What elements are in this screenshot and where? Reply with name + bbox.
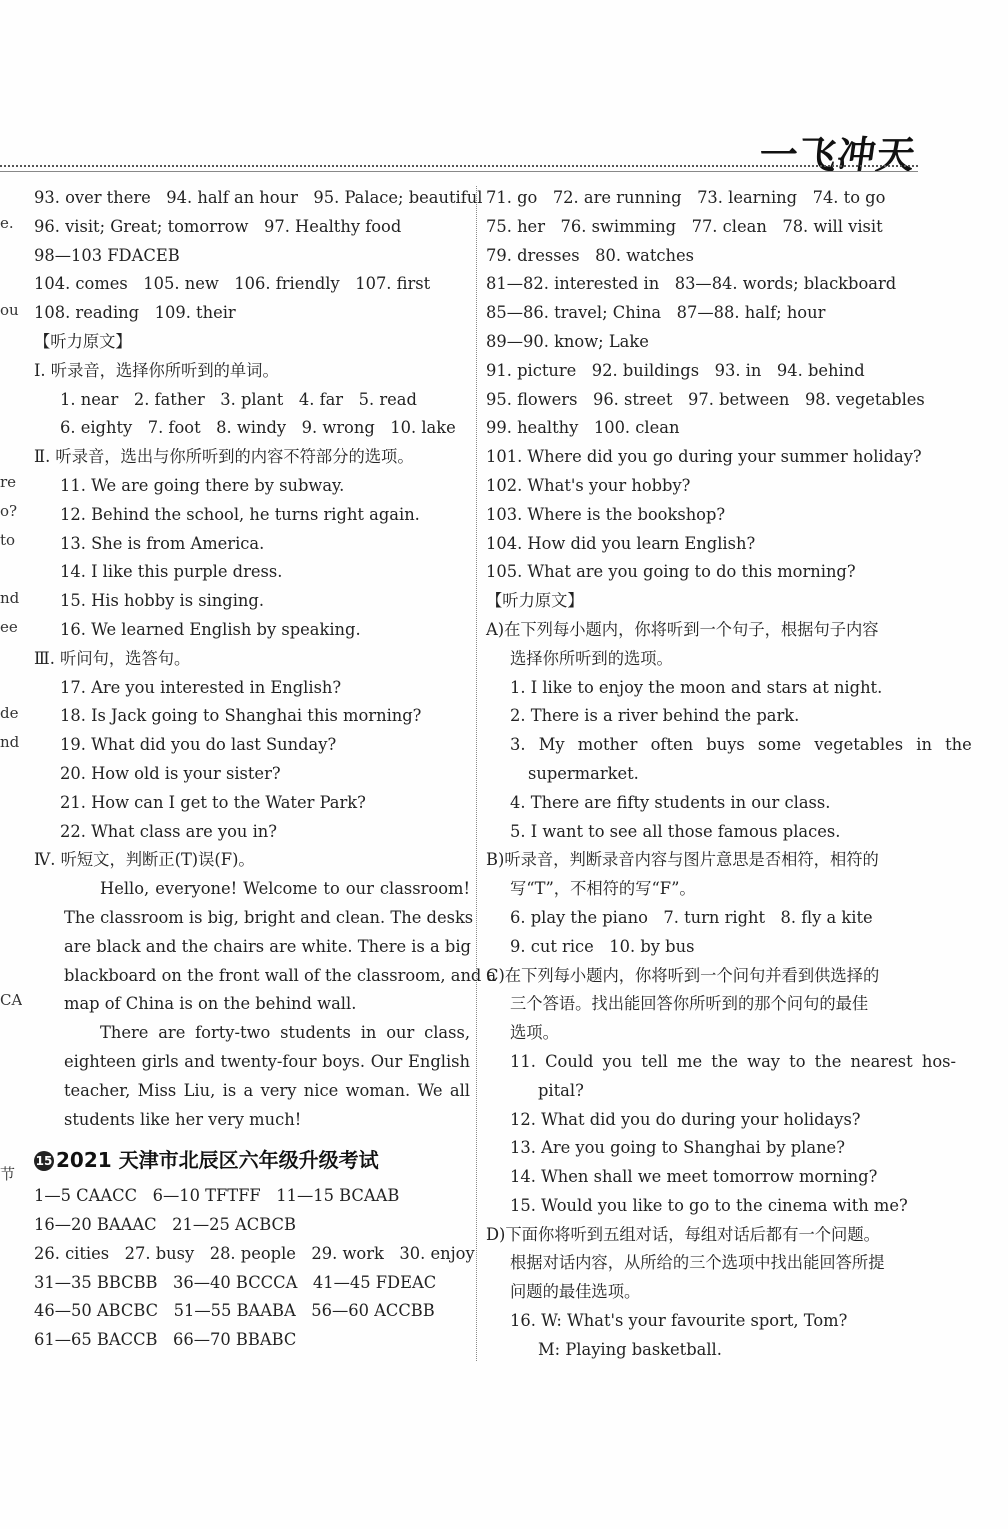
passage-line: eighteen girls and twenty-four boys. Our English (64, 1051, 470, 1071)
section-instruction: 根据对话内容，从所给的三个选项中找出能回答所提 (510, 1253, 885, 1273)
listening-script-heading: 【听力原文】 (34, 331, 132, 351)
list-item: 11. We are going there by subway. (60, 475, 345, 495)
passage-line: are black and the chairs are white. There is a big (64, 936, 471, 956)
answer-line: 101. Where did you go during your summer holiday? (486, 447, 922, 467)
edge-fragment: to (0, 531, 16, 549)
exam-section-heading (34, 1138, 470, 1182)
list-item: 6. eighty 7. foot 8. windy 9. wrong 10. lake (60, 418, 456, 438)
answer-line: 91. picture 92. buildings 93. in 94. behind (486, 360, 865, 380)
section-instruction: 选择你所听到的选项。 (510, 648, 673, 668)
edge-fragment: re (0, 473, 17, 491)
right-column (486, 184, 972, 1365)
list-item: 5. I want to see all those famous places. (510, 821, 841, 841)
list-item: 13. She is from America. (60, 533, 265, 553)
list-item: 20. How old is your sister? (60, 763, 281, 783)
list-item: 17. Are you interested in English? (60, 677, 342, 697)
dialogue-line: M: Playing basketball. (538, 1339, 722, 1359)
listening-script-heading: 【听力原文】 (486, 591, 584, 611)
list-item: 16. We learned English by speaking. (60, 619, 361, 639)
section-instruction: A)在下列每小题内，你将听到一个句子，根据句子内容 (486, 619, 879, 639)
list-item: 2. There is a river behind the park. (510, 706, 800, 726)
answer-line: 89—90. know; Lake (486, 331, 649, 351)
section-instruction: B)听录音，判断录音内容与图片意思是否相符，相符的 (486, 850, 879, 870)
section-number-badge: 15 (34, 1151, 54, 1171)
edge-fragment: 节 (0, 1165, 16, 1183)
list-item-continued: supermarket. (528, 763, 639, 783)
dialogue-line: 16. W: What's your favourite sport, Tom? (510, 1311, 848, 1331)
answer-line: 61—65 BACCB 66—70 BBABC (34, 1330, 297, 1350)
answer-line: 104. How did you learn English? (486, 533, 756, 553)
list-item: 15. Would you like to go to the cinema with me? (510, 1195, 908, 1215)
edge-fragment: ou (0, 301, 19, 319)
answer-line: 102. What's your hobby? (486, 475, 691, 495)
answer-line: 75. her 76. swimming 77. clean 78. will visit (486, 216, 883, 236)
list-item: 13. Are you going to Shanghai by plane? (510, 1138, 845, 1158)
passage-line: There are forty-two students in our class, (100, 1023, 470, 1043)
header-rule (0, 171, 918, 172)
header-divider (0, 165, 918, 167)
edge-fragment: o? (0, 502, 18, 520)
answer-line: 1—5 CAACC 6—10 TFTFF 11—15 BCAAB (34, 1186, 400, 1206)
answer-line: 108. reading 109. their (34, 303, 236, 323)
list-item: 19. What did you do last Sunday? (60, 735, 337, 755)
answer-line: 105. What are you going to do this morning? (486, 562, 856, 582)
brand-logo: 一飞冲天 (756, 133, 919, 177)
passage-line: Hello, everyone! Welcome to our classroom! (100, 879, 470, 899)
answer-line: 103. Where is the bookshop? (486, 504, 726, 524)
answer-line: 95. flowers 96. street 97. between 98. vegetables (486, 389, 925, 409)
passage-line: blackboard on the front wall of the classroom, and a (64, 965, 497, 985)
answer-line: 46—50 ABCBC 51—55 BAABA 56—60 ACCBB (34, 1301, 435, 1321)
list-item: 1. I like to enjoy the moon and stars at night. (510, 677, 883, 697)
section-instruction: C)在下列每小题内，你将听到一个问句并看到供选择的 (486, 965, 880, 985)
answer-line: 104. comes 105. new 106. friendly 107. first (34, 274, 431, 294)
answer-line: 79. dresses 80. watches (486, 245, 694, 265)
answer-line: 71. go 72. are running 73. learning 74. to go (486, 188, 886, 207)
edge-fragment: ee (0, 618, 18, 636)
list-item: 15. His hobby is singing. (60, 591, 265, 611)
section-title: Ⅰ. 听录音，选择你所听到的单词。 (34, 360, 279, 380)
answer-line: 16—20 BAAAC 21—25 ACBCB (34, 1215, 296, 1235)
left-column (34, 184, 497, 1355)
answer-line: 81—82. interested in 83—84. words; blackboard (486, 274, 897, 294)
section-title: Ⅳ. 听短文，判断正(T)误(F)。 (34, 850, 255, 870)
section-title: Ⅱ. 听录音，选出与你所听到的内容不符部分的选项。 (34, 447, 414, 467)
list-item-continued: pital? (538, 1080, 584, 1100)
list-item: 6. play the piano 7. turn right 8. fly a kite (510, 907, 873, 927)
column-divider (476, 186, 477, 1361)
section-instruction: 选项。 (510, 1023, 559, 1043)
edge-fragment: nd (0, 589, 20, 607)
answer-line: 85—86. travel; China 87—88. half; hour (486, 303, 826, 323)
section-instruction: 写“T”，不相符的写“F”。 (510, 879, 696, 899)
list-item: 1. near 2. father 3. plant 4. far 5. read (60, 389, 417, 409)
edge-fragment: nd (0, 733, 20, 751)
answer-line: 96. visit; Great; tomorrow 97. Healthy food (34, 216, 402, 236)
list-item: 14. I like this purple dress. (60, 562, 283, 582)
list-item: 14. When shall we meet tomorrow morning? (510, 1167, 878, 1187)
section-title: Ⅲ. 听问句，选答句。 (34, 648, 191, 668)
list-item: 12. Behind the school, he turns right again. (60, 504, 420, 524)
section-instruction: D)下面你将听到五组对话，每组对话后都有一个问题。 (486, 1224, 880, 1244)
edge-fragment: de (0, 704, 19, 722)
list-item: 9. cut rice 10. by bus (510, 936, 695, 956)
section-instruction: 三个答语。找出能回答你所听到的那个问句的最佳 (510, 994, 869, 1014)
answer-line: 99. healthy 100. clean (486, 418, 680, 438)
section-instruction: 问题的最佳选项。 (510, 1282, 641, 1302)
list-item: 4. There are fifty students in our class. (510, 792, 831, 812)
list-item: 22. What class are you in? (60, 821, 278, 841)
list-item: 12. What did you do during your holidays? (510, 1109, 861, 1129)
edge-fragment: e. (0, 214, 14, 232)
passage-line: map of China is on the behind wall. (64, 994, 357, 1014)
answer-line: 93. over there 94. half an hour 95. Palace; beautiful (34, 188, 483, 207)
answer-line: 26. cities 27. busy 28. people 29. work 30. enjoy (34, 1243, 475, 1263)
list-item: 18. Is Jack going to Shanghai this morning? (60, 706, 422, 726)
list-item: 11. Could you tell me the way to the nearest hos- (510, 1051, 956, 1071)
passage-line: teacher, Miss Liu, is a very nice woman. We all (64, 1080, 470, 1100)
exam-title: 2021 天津市北辰区六年级升级考试 (56, 1148, 379, 1173)
answer-line: 98—103 FDACEB (34, 245, 180, 265)
list-item: 21. How can I get to the Water Park? (60, 792, 366, 812)
passage-line: students like her very much! (64, 1109, 302, 1129)
passage-line: The classroom is big, bright and clean. The desks (64, 907, 474, 927)
list-item: 3. My mother often buys some vegetables in the (510, 735, 972, 755)
edge-fragment: CA (0, 991, 22, 1009)
passage (34, 875, 497, 1134)
answer-line: 31—35 BBCBB 36—40 BCCCA 41—45 FDEAC (34, 1272, 437, 1292)
